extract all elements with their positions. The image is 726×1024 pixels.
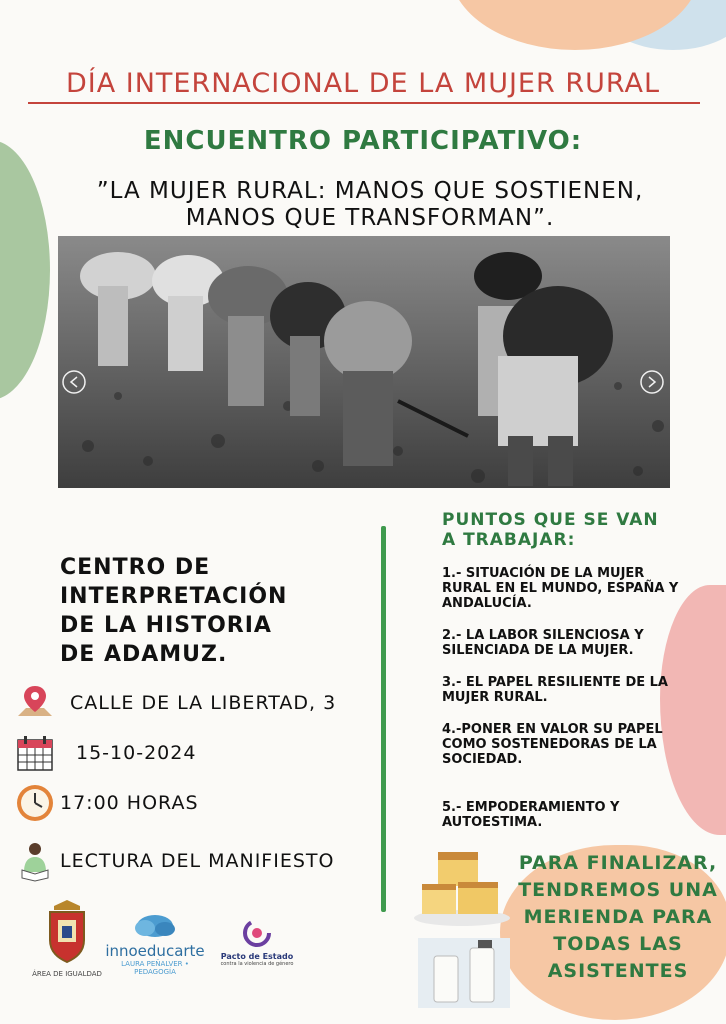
venue-line-1: CENTRO DE (60, 555, 211, 580)
venue-line-2: INTERPRETACIÓN (60, 584, 288, 609)
date-text: 15-10-2024 (76, 742, 197, 764)
pacto-estado-logo (220, 918, 294, 974)
point-item: 2.- LA LABOR SILENCIOSA Y SILENCIADA DE LA MUJER. (442, 628, 644, 658)
address-text: CALLE DE LA LIBERTAD, 3 (70, 692, 337, 714)
women-farming-photo (58, 236, 670, 488)
point-item: 3.- EL PAPEL RESILIENTE DE LA MUJER RURAL. (442, 675, 668, 705)
closing-line-4: TODAS LAS (553, 933, 683, 955)
blob-pink-right (660, 585, 726, 835)
closing-line-1: PARA FINALIZAR, (518, 852, 718, 874)
photo-illustration (58, 236, 670, 488)
closing-line-3: MERIENDA PARA (523, 906, 713, 928)
points-heading-line-2: A TRABAJAR: (442, 530, 576, 550)
pacto-name: Pacto de Estado (220, 952, 294, 961)
ayuntamiento-logo (32, 896, 102, 976)
milk-glasses-picture (418, 938, 510, 1008)
closing-line-2: TENDREMOS UNA (518, 879, 718, 901)
clock-icon (14, 782, 56, 824)
ayuntamiento-caption: ÁREA DE IGUALDAD (32, 970, 102, 978)
address-row (14, 682, 374, 724)
quote-line-2: MANOS QUE TRANSFORMAN”. (185, 205, 555, 231)
points-heading (442, 510, 702, 550)
activity-row (14, 840, 374, 882)
time-text: 17:00 HORAS (60, 792, 199, 814)
title-underline (28, 102, 700, 104)
venue-line-4: DE ADAMUZ. (60, 642, 228, 667)
event-subtitle: ENCUENTRO PARTICIPATIVO: (143, 126, 583, 156)
quote-line-1: ”LA MUJER RURAL: MANOS QUE SOSTIENEN, (96, 178, 644, 204)
activity-text: LECTURA DEL MANIFIESTO (60, 850, 335, 872)
point-item: 1.- SITUACIÓN DE LA MUJER RURAL EN EL MUNDO, ESPAÑA Y ANDALUCÍA. (442, 566, 679, 611)
innoeducarte-logo (100, 912, 210, 976)
closing-message (518, 850, 718, 985)
column-divider (381, 526, 386, 912)
points-heading-line-1: PUNTOS QUE SE VAN (442, 510, 659, 530)
venue-line-3: DE LA HISTORIA (60, 613, 272, 638)
point-item: 4.-PONER EN VALOR SU PAPEL COMO SOSTENEDORAS DE LA SOCIEDAD. (442, 722, 663, 767)
innoeducarte-caption: LAURA PEÑALVER • PEDAGOGÍA (121, 960, 189, 976)
date-row (14, 732, 374, 774)
calendar-icon (14, 732, 56, 774)
time-row (14, 782, 374, 824)
closing-line-5: ASISTENTES (547, 960, 689, 982)
point-item: 5.- EMPODERAMIENTO Y AUTOESTIMA. (442, 800, 620, 830)
innoeducarte-name: innoeducarte (105, 942, 205, 960)
map-pin-icon (14, 682, 56, 724)
venue-name (60, 553, 380, 669)
pacto-caption: contra la violencia de género (220, 961, 294, 967)
event-quote (40, 178, 700, 232)
reading-icon (14, 840, 56, 882)
cake-picture (412, 848, 512, 928)
event-title: DÍA INTERNACIONAL DE LA MUJER RURAL (65, 68, 661, 99)
